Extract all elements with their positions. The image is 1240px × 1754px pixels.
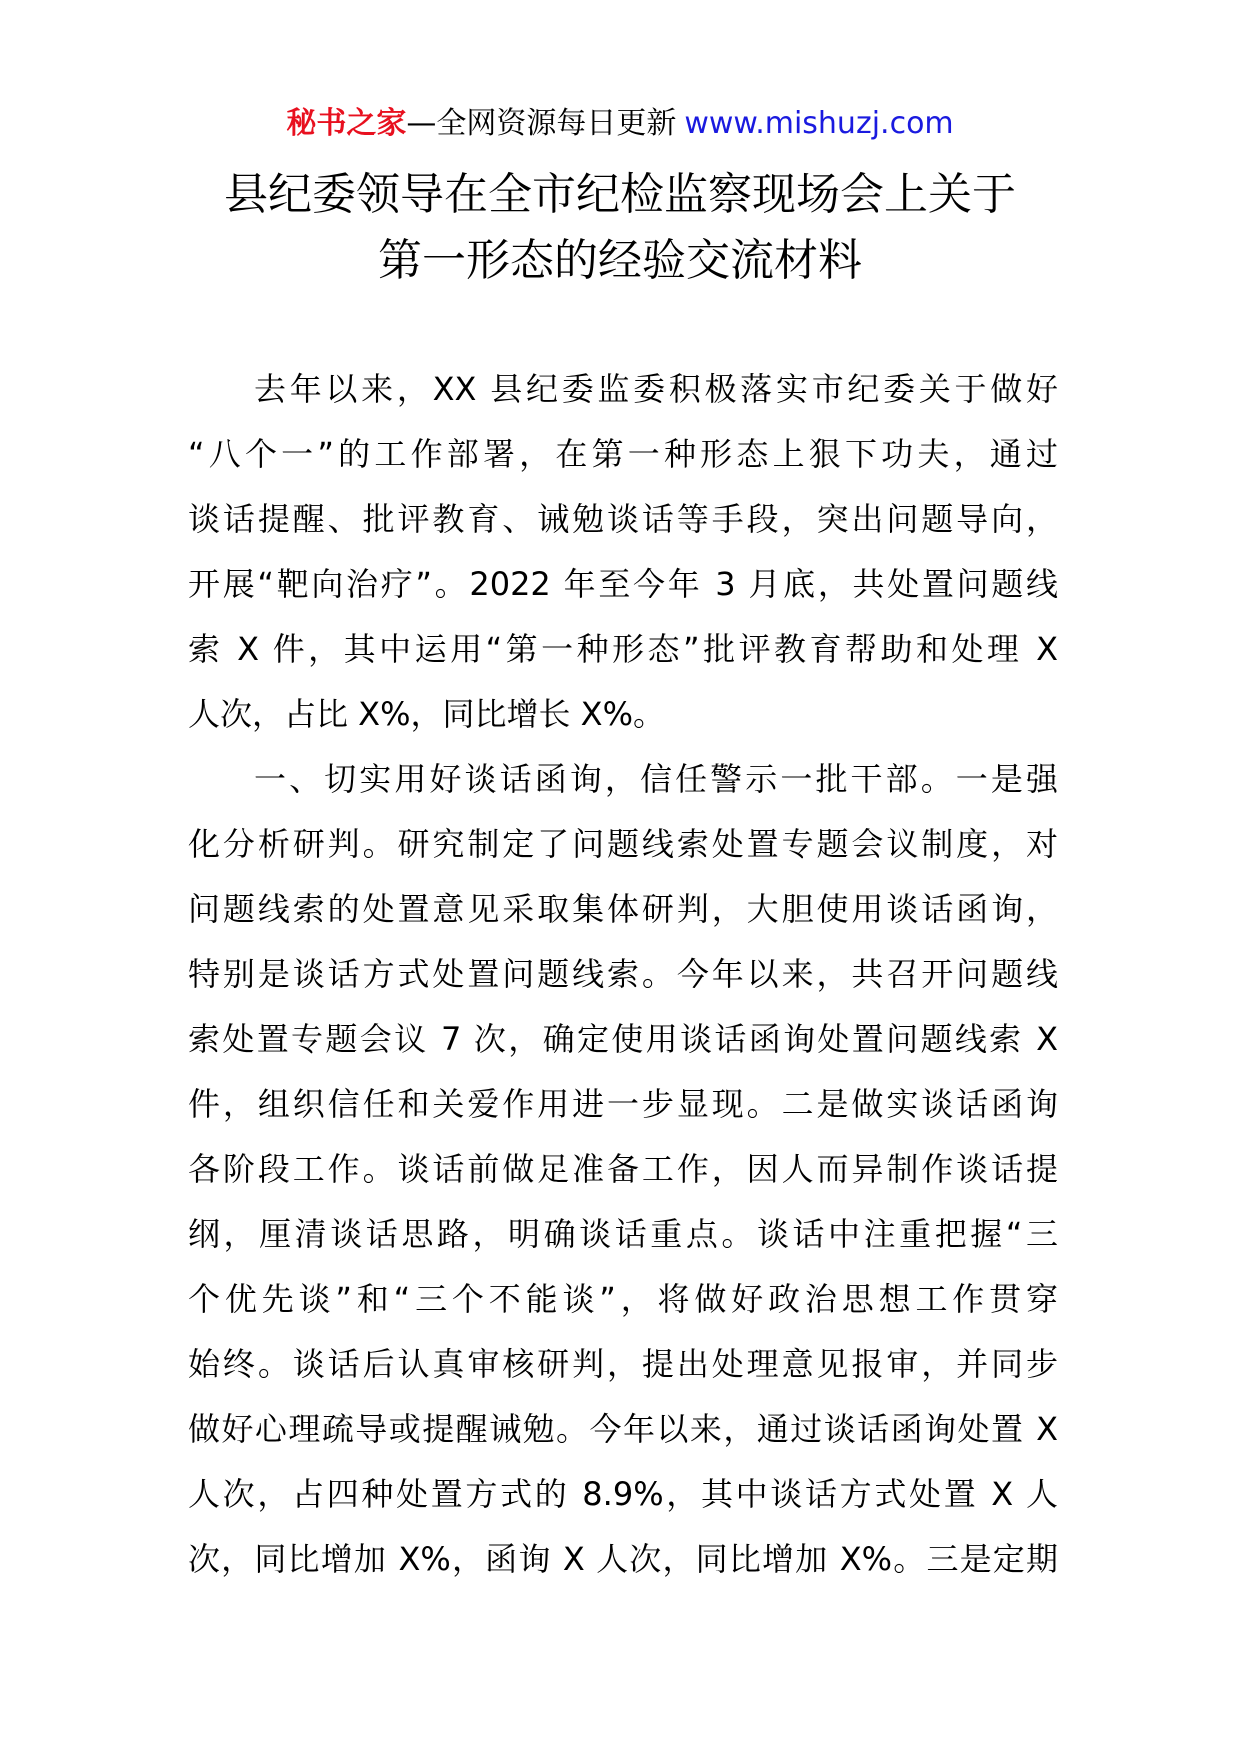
- brand-name: 秘书之家: [286, 106, 407, 141]
- paragraph-line: “八个一”的工作部署，在第一种形态上狠下功夫，通过: [188, 435, 1058, 473]
- paragraph-line: 做好心理疏导或提醒诫勉。今年以来，通过谈话函询处置 X: [188, 1410, 1058, 1448]
- paragraph-line: 特别是谈话方式处置问题线索。今年以来，共召开问题线: [188, 955, 1058, 993]
- paragraph-1: [188, 357, 1058, 747]
- paragraph-line: 个优先谈”和“三个不能谈”，将做好政治思想工作贯穿: [188, 1280, 1058, 1318]
- paragraph-line: 人次，占四种处置方式的 8.9%，其中谈话方式处置 X 人: [188, 1475, 1058, 1513]
- document-body: [188, 357, 1058, 1592]
- site-header: [0, 104, 1240, 144]
- paragraph-line: 纲，厘清谈话思路，明确谈话重点。谈话中注重把握“三: [188, 1215, 1058, 1253]
- paragraph-line: 索 X 件，其中运用“第一种形态”批评教育帮助和处理 X: [188, 630, 1058, 668]
- paragraph-line: 件，组织信任和关爱作用进一步显现。二是做实谈话函询: [188, 1085, 1058, 1123]
- paragraph-line: 人次，占比 X%，同比增长 X%。: [188, 695, 666, 733]
- paragraph-line: 索处置专题会议 7 次，确定使用谈话函询处置问题线索 X: [188, 1020, 1058, 1058]
- header-tagline: —全网资源每日更新: [406, 106, 677, 141]
- paragraph-line: 始终。谈话后认真审核研判，提出处理意见报审，并同步: [188, 1345, 1058, 1383]
- paragraph-line: 化分析研判。研究制定了问题线索处置专题会议制度，对: [188, 825, 1058, 863]
- paragraph-line: 一、切实用好谈话函询，信任警示一批干部。一是强: [254, 760, 1058, 798]
- paragraph-line: 谈话提醒、批评教育、诫勉谈话等手段，突出问题导向，: [188, 500, 1058, 538]
- paragraph-line: 去年以来，XX 县纪委监委积极落实市纪委关于做好: [254, 370, 1058, 408]
- paragraph-line: 各阶段工作。谈话前做足准备工作，因人而异制作谈话提: [188, 1150, 1058, 1188]
- site-url-link[interactable]: www.mishuzj.com: [684, 106, 954, 141]
- paragraph-line: 次，同比增加 X%，函询 X 人次，同比增加 X%。三是定期: [188, 1540, 1058, 1578]
- title-line-2: 第一形态的经验交流材料: [378, 235, 862, 286]
- document-title: [100, 162, 1140, 294]
- paragraph-line: 开展“靶向治疗”。2022 年至今年 3 月底，共处置问题线: [188, 565, 1058, 603]
- paragraph-2: [188, 747, 1058, 1592]
- title-line-1: 县纪委领导在全市纪检监察现场会上关于: [224, 169, 1016, 220]
- paragraph-line: 问题线索的处置意见采取集体研判，大胆使用谈话函询，: [188, 890, 1058, 928]
